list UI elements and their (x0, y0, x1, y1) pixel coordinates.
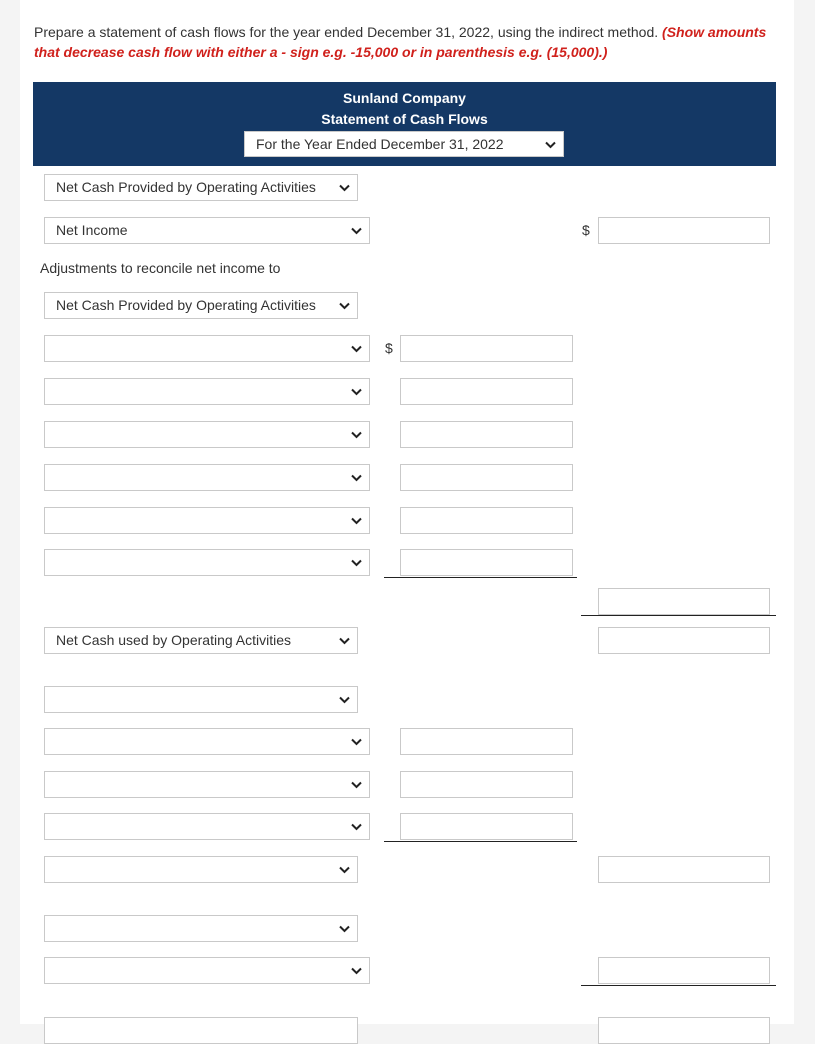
adjustment-item-select-6[interactable] (44, 549, 370, 576)
net-income-value: Net Income (56, 222, 128, 238)
adjustment-amount-input-2[interactable] (400, 378, 573, 405)
subtotal-rule (384, 841, 577, 842)
chevron-down-icon (351, 345, 362, 353)
subtotal-rule (384, 577, 577, 578)
chevron-down-icon (351, 738, 362, 746)
chevron-down-icon (339, 866, 350, 874)
chevron-down-icon (351, 474, 362, 482)
adjustment-item-select-5[interactable] (44, 507, 370, 534)
chevron-down-icon (351, 227, 362, 235)
investing-section-value: Net Cash used by Operating Activities (56, 632, 292, 648)
next-row-input[interactable] (598, 1017, 770, 1044)
operating-section-select[interactable] (44, 174, 358, 201)
chevron-down-icon (339, 925, 350, 933)
investing-total-input[interactable] (598, 856, 770, 883)
net-income-amount-input[interactable] (598, 217, 770, 244)
statement-header (33, 82, 776, 166)
chevron-down-icon (339, 302, 350, 310)
adjustment-amount-input-1[interactable] (400, 335, 573, 362)
chevron-down-icon (351, 559, 362, 567)
chevron-down-icon (351, 967, 362, 975)
chevron-down-icon (351, 388, 362, 396)
instructions (34, 22, 779, 62)
adjustment-amount-input-5[interactable] (400, 507, 573, 534)
adjustment-dollar: $ (385, 340, 393, 356)
adjustment-amount-input-4[interactable] (400, 464, 573, 491)
net-income-dollar: $ (582, 222, 590, 238)
investing-item-select-3[interactable] (44, 771, 370, 798)
chevron-down-icon (351, 517, 362, 525)
investing-item-select-1[interactable] (44, 686, 358, 713)
next-row-select[interactable] (44, 1017, 358, 1044)
adjustment-amount-input-6[interactable] (400, 549, 573, 576)
investing-item-select-2[interactable] (44, 728, 370, 755)
adjustments-select-value: Net Cash Provided by Operating Activities (56, 297, 316, 313)
investing-section-select[interactable] (44, 627, 358, 654)
investing-total-select[interactable] (44, 856, 358, 883)
adjustment-amount-input-3[interactable] (400, 421, 573, 448)
adjustment-item-select-1[interactable] (44, 335, 370, 362)
statement-title: Statement of Cash Flows (321, 111, 488, 127)
chevron-down-icon (351, 781, 362, 789)
operating-net-cash-input[interactable] (598, 627, 770, 654)
investing-amount-input-4[interactable] (400, 813, 573, 840)
financing-item-select-2[interactable] (44, 957, 370, 984)
adjustment-item-select-4[interactable] (44, 464, 370, 491)
investing-amount-input-2[interactable] (400, 728, 573, 755)
chevron-down-icon (545, 141, 556, 149)
chevron-down-icon (339, 184, 350, 192)
chevron-down-icon (351, 431, 362, 439)
chevron-down-icon (339, 637, 350, 645)
adjustment-item-select-3[interactable] (44, 421, 370, 448)
instructions-note: (Show amounts that decrease cash flow with either a - sign e.g. -15,000 or in parenthesis e.g. (15,000).) (34, 24, 767, 60)
adjustments-select[interactable] (44, 292, 358, 319)
total-rule (581, 615, 776, 616)
adjustment-item-select-2[interactable] (44, 378, 370, 405)
chevron-down-icon (351, 823, 362, 831)
period-select-value: For the Year Ended December 31, 2022 (256, 136, 504, 152)
financing-total-input[interactable] (598, 957, 770, 984)
investing-item-select-4[interactable] (44, 813, 370, 840)
operating-section-value: Net Cash Provided by Operating Activities (56, 179, 316, 195)
period-select[interactable] (244, 131, 564, 157)
instructions-main: Prepare a statement of cash flows for the year ended December 31, 2022, using the indirect method. (34, 24, 663, 40)
chevron-down-icon (339, 696, 350, 704)
company-name: Sunland Company (343, 90, 466, 106)
financing-item-select-1[interactable] (44, 915, 358, 942)
adjustments-label: Adjustments to reconcile net income to (40, 260, 281, 276)
adjustments-total-input[interactable] (598, 588, 770, 615)
investing-amount-input-3[interactable] (400, 771, 573, 798)
total-rule (581, 985, 776, 986)
net-income-select[interactable] (44, 217, 370, 244)
